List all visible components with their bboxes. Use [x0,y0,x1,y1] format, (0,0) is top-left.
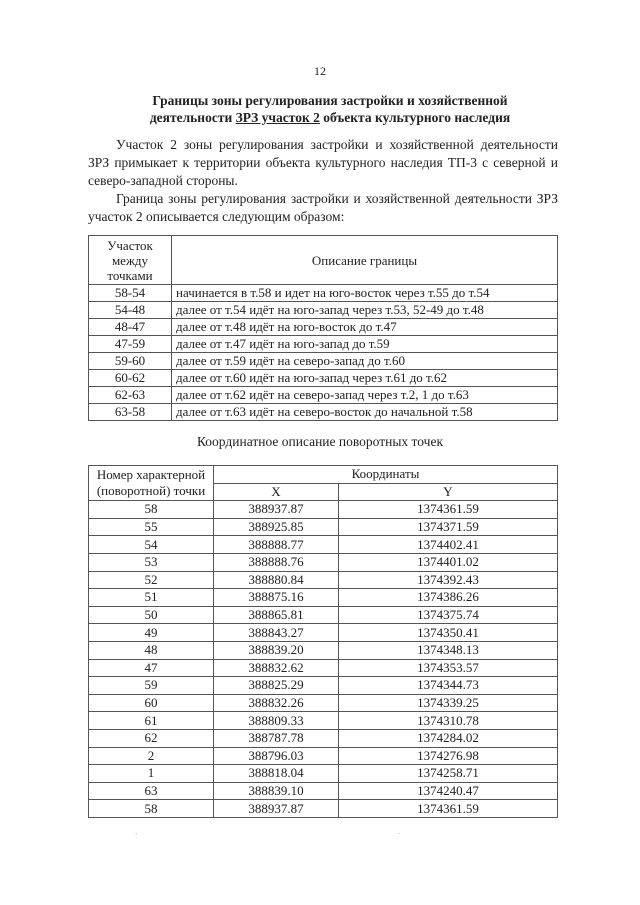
page-number: 12 [314,64,326,78]
x-cell: 388937.87 [214,501,339,519]
point-cell: 50 [89,606,214,624]
table-header-row [89,466,558,484]
table-header-row [89,236,558,285]
x-cell: 388888.76 [214,553,339,571]
y-cell: 1374375.74 [339,606,558,624]
table-row [89,536,558,554]
table-row [89,782,558,800]
table-row [89,404,558,421]
point-cell: 62 [89,729,214,747]
table-row [89,729,558,747]
x-cell: 388787.78 [214,729,339,747]
table-row [89,765,558,783]
header-y: Y [339,483,558,501]
segment-cell: 48-47 [89,319,172,336]
y-cell: 1374353.57 [339,659,558,677]
point-cell: 51 [89,589,214,607]
title-line-1: Границы зоны регулирования застройки и хозяйственной [152,93,508,108]
point-cell: 48 [89,641,214,659]
point-cell: 63 [89,782,214,800]
description-cell: далее от т.59 идёт на северо-запад до т.60 [172,353,558,370]
paragraph-2: Граница зоны регулирования застройки и хозяйственной деятельности ЗРЗ участок 2 описывается следующим образом: [88,191,558,224]
point-cell: 1 [89,765,214,783]
table-row [89,589,558,607]
title-post: объекта культурного наследия [319,110,511,125]
table-row [89,800,558,818]
y-cell: 1374284.02 [339,729,558,747]
description-cell: далее от т.48 идёт на юго-восток до т.47 [172,319,558,336]
segment-cell: 63-58 [89,404,172,421]
y-cell: 1374392.43 [339,571,558,589]
segment-cell: 47-59 [89,336,172,353]
header-description: Описание границы [172,236,558,285]
table-row [89,336,558,353]
y-cell: 1374371.59 [339,518,558,536]
table-row [89,501,558,519]
table-row [89,571,558,589]
y-cell: 1374386.26 [339,589,558,607]
x-cell: 388818.04 [214,765,339,783]
table-row [89,747,558,765]
table-row [89,712,558,730]
header-x: X [214,483,339,501]
scan-mark: · [135,830,138,838]
table-row [89,353,558,370]
paragraph-1: Участок 2 зоны регулирования застройки и хозяйственной деятельности ЗРЗ примыкает к территории объекта культурного наследия ТП-3 с северной и северо-западной стороны. [88,137,558,188]
table-row [89,606,558,624]
title-pre: деятельности [149,110,236,125]
header-segment: Участок между точками [89,236,172,285]
segment-cell: 54-48 [89,302,172,319]
y-cell: 1374258.71 [339,765,558,783]
y-cell: 1374344.73 [339,677,558,695]
table-row [89,370,558,387]
y-cell: 1374361.59 [339,800,558,818]
y-cell: 1374240.47 [339,782,558,800]
x-cell: 388809.33 [214,712,339,730]
y-cell: 1374310.78 [339,712,558,730]
table-row [89,694,558,712]
description-cell: далее от т.47 идёт на юго-запад до т.59 [172,336,558,353]
point-cell: 61 [89,712,214,730]
y-cell: 1374350.41 [339,624,558,642]
table-row [89,641,558,659]
x-cell: 388839.20 [214,641,339,659]
y-cell: 1374402.41 [339,536,558,554]
table-row [89,518,558,536]
table-row [89,285,558,302]
point-cell: 53 [89,553,214,571]
header-coords: Координаты [214,466,558,484]
x-cell: 388925.85 [214,518,339,536]
coordinates-table [88,465,558,818]
y-cell: 1374348.13 [339,641,558,659]
title-underlined: ЗРЗ участок 2 [235,110,320,125]
description-cell: далее от т.54 идёт на юго-запад через т.53, 52-49 до т.48 [172,302,558,319]
point-cell: 47 [89,659,214,677]
x-cell: 388865.81 [214,606,339,624]
coords-subtitle: Координатное описание поворотных точек [196,434,444,449]
y-cell: 1374339.25 [339,694,558,712]
y-cell: 1374276.98 [339,747,558,765]
x-cell: 388843.27 [214,624,339,642]
y-cell: 1374401.02 [339,553,558,571]
point-cell: 49 [89,624,214,642]
description-cell: далее от т.63 идёт на северо-восток до начальной т.58 [172,404,558,421]
point-cell: 60 [89,694,214,712]
table-row [89,624,558,642]
segment-cell: 62-63 [89,387,172,404]
description-cell: далее от т.60 идёт на юго-запад через т.61 до т.62 [172,370,558,387]
boundary-table [88,235,558,421]
segment-cell: 59-60 [89,353,172,370]
table-row [89,659,558,677]
y-cell: 1374361.59 [339,501,558,519]
x-cell: 388832.26 [214,694,339,712]
table-row [89,387,558,404]
table-row [89,319,558,336]
description-cell: далее от т.62 идёт на северо-запад через т.2, 1 до т.63 [172,387,558,404]
document-title [120,92,540,126]
x-cell: 388875.16 [214,589,339,607]
point-cell: 59 [89,677,214,695]
point-cell: 52 [89,571,214,589]
table-row [89,677,558,695]
x-cell: 388796.03 [214,747,339,765]
x-cell: 388832.62 [214,659,339,677]
table-row [89,302,558,319]
description-cell: начинается в т.58 и идет на юго-восток через т.55 до т.54 [172,285,558,302]
x-cell: 388839.10 [214,782,339,800]
header-point: Номер характерной (поворотной) точки [89,466,214,501]
point-cell: 58 [89,800,214,818]
table-row [89,553,558,571]
point-cell: 55 [89,518,214,536]
segment-cell: 58-54 [89,285,172,302]
x-cell: 388825.29 [214,677,339,695]
point-cell: 54 [89,536,214,554]
x-cell: 388880.84 [214,571,339,589]
x-cell: 388888.77 [214,536,339,554]
point-cell: 58 [89,501,214,519]
x-cell: 388937.87 [214,800,339,818]
segment-cell: 60-62 [89,370,172,387]
title-line-2 [120,109,540,126]
scan-mark: · [398,830,401,838]
point-cell: 2 [89,747,214,765]
